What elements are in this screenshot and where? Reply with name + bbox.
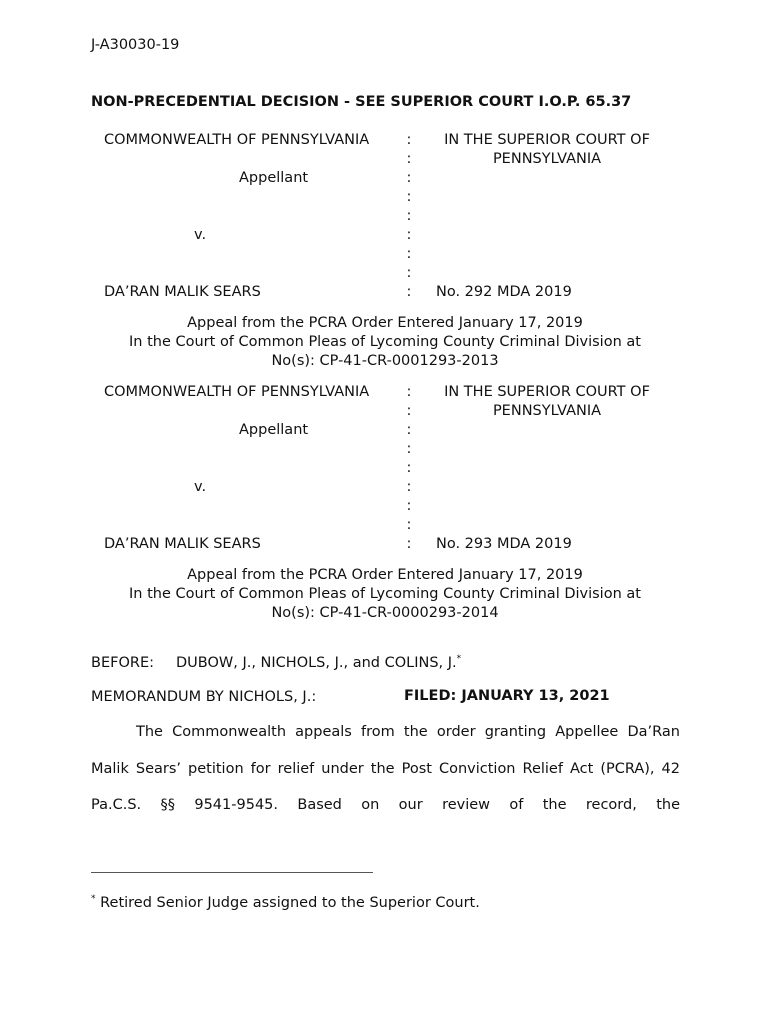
- appeal-docket-line: No(s): CP-41-CR-0000293-2014: [271, 605, 499, 621]
- case-number: No. 293 MDA 2019: [436, 536, 572, 552]
- body-word: review: [442, 797, 491, 813]
- body-word: Pa.C.S.: [91, 797, 142, 813]
- party-role: Appellant: [239, 422, 309, 438]
- appeal-court-line: In the Court of Common Pleas of Lycoming County Criminal Division at: [129, 586, 641, 602]
- body-word: our: [398, 797, 423, 813]
- body-word: record,: [585, 797, 637, 813]
- court-name-line1: IN THE SUPERIOR COURT OF: [444, 132, 650, 148]
- body-line-1: The Commonwealth appeals from the order granting Appellee Da’Ran: [136, 724, 680, 740]
- party-role: Appellant: [239, 170, 309, 186]
- memorandum-author: MEMORANDUM BY NICHOLS, J.:: [91, 689, 317, 705]
- party-commonwealth: COMMONWEALTH OF PENNSYLVANIA: [104, 132, 370, 148]
- footnote-divider: [91, 872, 373, 873]
- filed-date: FILED: JANUARY 13, 2021: [404, 688, 610, 704]
- body-word: Based: [297, 797, 342, 813]
- court-name-line2: PENNSYLVANIA: [492, 403, 602, 419]
- body-word: §§: [160, 797, 175, 813]
- body-word: the: [656, 797, 680, 813]
- body-word: the: [542, 797, 567, 813]
- footnote: [91, 895, 480, 911]
- body-word: of: [509, 797, 524, 813]
- versus-label: v.: [194, 479, 207, 495]
- appeal-line: Appeal from the PCRA Order Entered January 17, 2019: [187, 315, 583, 331]
- judges-text: DUBOW, J., NICHOLS, J., and COLINS, J.: [176, 655, 457, 671]
- document-title: NON-PRECEDENTIAL DECISION - SEE SUPERIOR COURT I.O.P. 65.37: [91, 94, 632, 110]
- footnote-text: Retired Senior Judge assigned to the Superior Court.: [100, 895, 480, 911]
- party-appellee: DA’RAN MALIK SEARS: [104, 536, 261, 552]
- footnote-marker: *: [91, 894, 96, 905]
- party-appellee: DA’RAN MALIK SEARS: [104, 284, 261, 300]
- footnote-marker: *: [456, 654, 462, 665]
- body-word: 9541-9545.: [194, 797, 279, 813]
- court-name-line2: PENNSYLVANIA: [492, 151, 602, 167]
- panel-judges: [176, 655, 461, 671]
- appeal-docket-line: No(s): CP-41-CR-0001293-2013: [271, 353, 499, 369]
- court-name-line1: IN THE SUPERIOR COURT OF: [444, 384, 650, 400]
- body-word: on: [361, 797, 380, 813]
- case-number: No. 292 MDA 2019: [436, 284, 572, 300]
- before-label: BEFORE:: [91, 655, 154, 671]
- appeal-court-line: In the Court of Common Pleas of Lycoming County Criminal Division at: [129, 334, 641, 350]
- party-commonwealth: COMMONWEALTH OF PENNSYLVANIA: [104, 384, 370, 400]
- body-line-3: [91, 797, 680, 813]
- appeal-line: Appeal from the PCRA Order Entered January 17, 2019: [187, 567, 583, 583]
- docket-id: J-A30030-19: [91, 37, 180, 53]
- body-line-2: Malik Sears’ petition for relief under the Post Conviction Relief Act (PCRA), 42: [91, 761, 680, 777]
- versus-label: v.: [194, 227, 207, 243]
